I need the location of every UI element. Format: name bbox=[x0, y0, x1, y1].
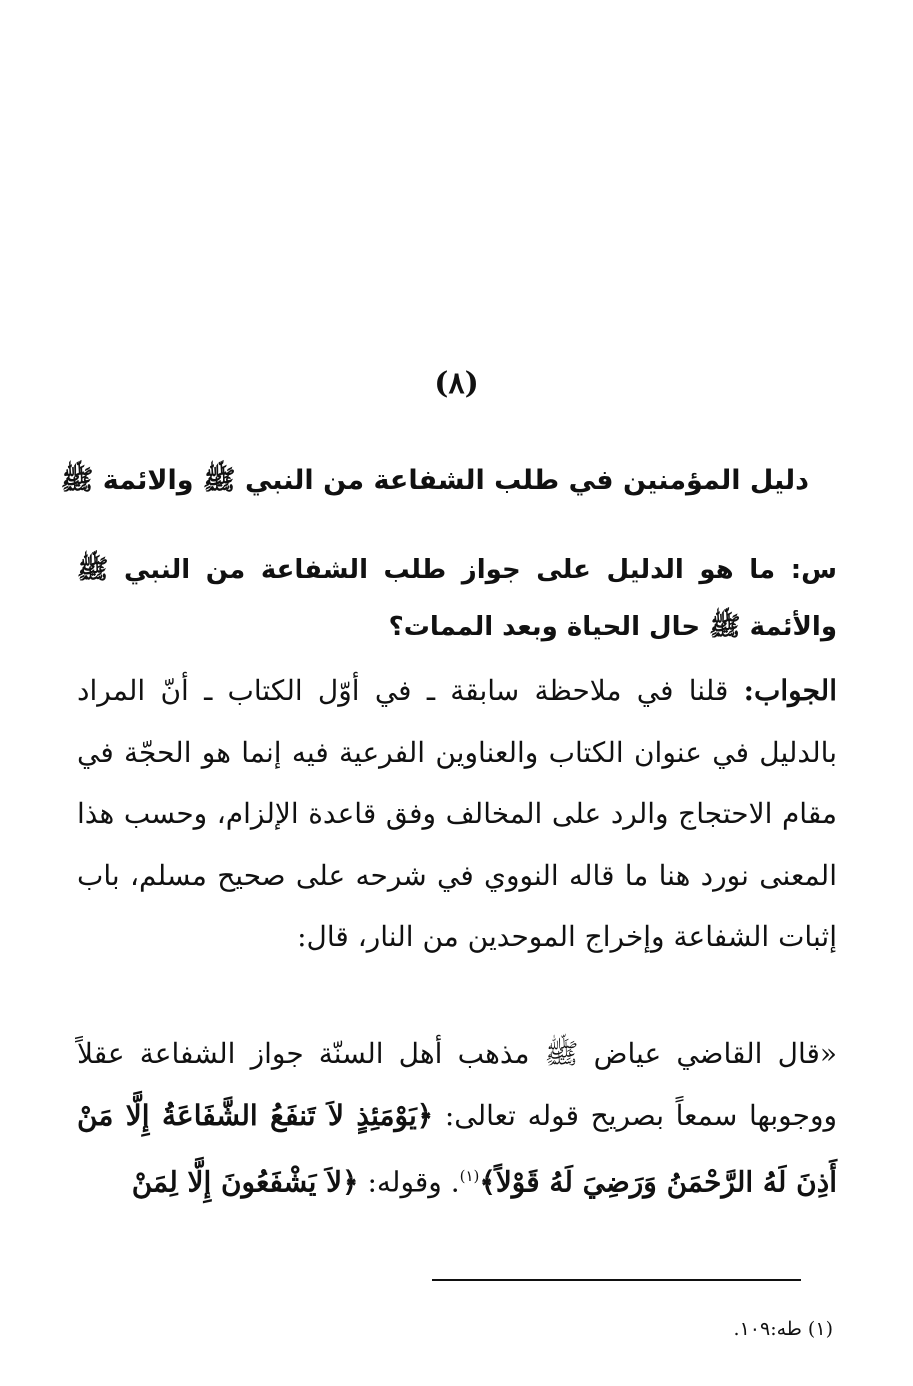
footnote-divider bbox=[432, 1279, 801, 1281]
quote-paragraph bbox=[77, 1023, 837, 1213]
quote-connector: . وقوله: bbox=[367, 1165, 460, 1199]
footnote: (١) طه:١٠٩. bbox=[733, 1318, 833, 1340]
footnote-reference[interactable]: (١) bbox=[459, 1167, 480, 1185]
answer-label: الجواب: bbox=[743, 674, 837, 707]
section-number: (٨) bbox=[434, 366, 479, 401]
answer-text: قلنا في ملاحظة سابقة ـ في أوّل الكتاب ـ أنّ المراد بالدليل في عنوان الكتاب والعناوين الفرعية فيه إنما هو الحجّة في مقام الاحتجاج والرد على المخالف وفق قاعدة الإلزام، وحسب هذا المعنى نورد هنا ما قاله النووي في شرحه على صحيح مسلم، باب إثبات الشفاعة وإخراج الموحدين من النار، قال: bbox=[77, 674, 837, 953]
quote-intro: «قال القاضي عياض ﷺ مذهب أهل السنّة جواز الشفاعة عقلاً ووجوبها سمعاً بصريح قوله تعالى: bbox=[77, 1037, 837, 1132]
answer-paragraph bbox=[77, 660, 837, 968]
quran-verse: ﴿يَوْمَئِذٍ لاَ تَنفَعُ الشَّفَاعَةُ إِلَّا مَنْ أَذِنَ لَهُ الرَّحْمَنُ وَرَضِيَ لَهُ قَوْلاً﴾ bbox=[77, 1098, 837, 1199]
chapter-title: دليل المؤمنين في طلب الشفاعة من النبي ﷺ والائمة ﷺ bbox=[60, 465, 809, 496]
question-paragraph: س: ما هو الدليل على جواز طلب الشفاعة من النبي ﷺ والأئمة ﷺ حال الحياة وبعد الممات؟ bbox=[77, 555, 837, 642]
quran-verse: ﴿لاَ يَشْفَعُونَ إِلَّا لِمَنْ bbox=[131, 1165, 359, 1199]
